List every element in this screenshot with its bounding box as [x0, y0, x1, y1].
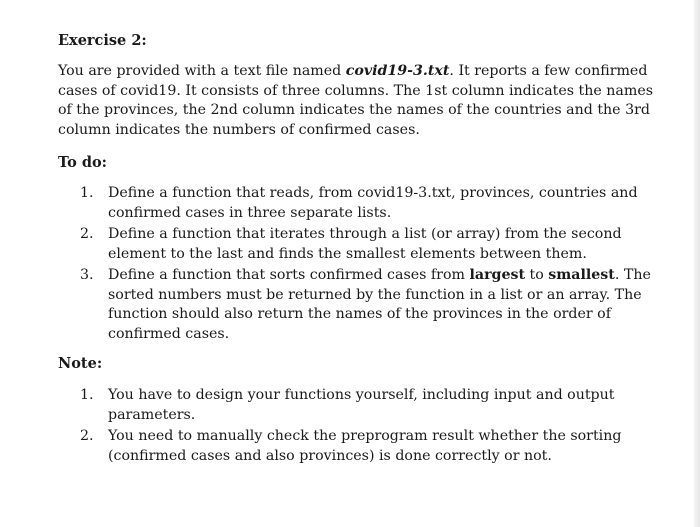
note-item-text: You need to manually check the preprogram result whether the sorting (confirmed cases and also provinces) is done correctly or not. [108, 428, 622, 464]
todo-item-3-post: . The sorted numbers must be returned by the function in a list or an array. The function should also return the names of the provinces in the order of confirmed cases. [108, 267, 651, 342]
todo-item-3-mid: to [525, 267, 549, 283]
todo-item-3-bold-smallest: smallest [548, 267, 615, 283]
todo-item-2 [80, 225, 660, 264]
note-item-number: 2. [80, 428, 94, 444]
note-item-2 [80, 427, 660, 466]
exercise-intro-paragraph [58, 62, 658, 140]
note-item-1 [80, 386, 660, 425]
todo-item-3 [80, 266, 660, 344]
note-item-number: 1. [80, 387, 94, 403]
page-edge-shadow [694, 0, 700, 527]
todo-item-text [108, 267, 651, 342]
todo-item-3-bold-largest: largest [469, 267, 526, 283]
todo-item-3-pre: Define a function that sorts confirmed cases from [108, 267, 470, 283]
note-item-text: You have to design your functions yourself, including input and output parameters. [108, 387, 615, 423]
todo-item-number: 3. [80, 267, 94, 283]
todo-list [80, 184, 660, 346]
todo-item-1 [80, 184, 660, 223]
exercise-title: Exercise 2: [58, 32, 147, 49]
note-heading: Note: [58, 355, 103, 372]
todo-item-text: Define a function that iterates through a list (or array) from the second element to the last and finds the smallest elements between them. [108, 226, 622, 262]
todo-item-text: Define a function that reads, from covid19-3.txt, provinces, countries and confirmed cases in three separate lists. [108, 185, 638, 221]
note-list [80, 386, 660, 468]
todo-item-number: 1. [80, 185, 94, 201]
todo-item-number: 2. [80, 226, 94, 242]
intro-text-part2: . It reports a few confirmed cases of covid19. It consists of three columns. The 1st column indicates the names of the provinces, the 2nd column indicates the names of the countries and the 3rd column indicates the numbers of confirmed cases. [58, 63, 654, 138]
intro-filename: covid19-3.txt [345, 63, 450, 79]
intro-text-part1: You are provided with a text file named [58, 63, 346, 79]
todo-heading: To do: [58, 154, 108, 171]
